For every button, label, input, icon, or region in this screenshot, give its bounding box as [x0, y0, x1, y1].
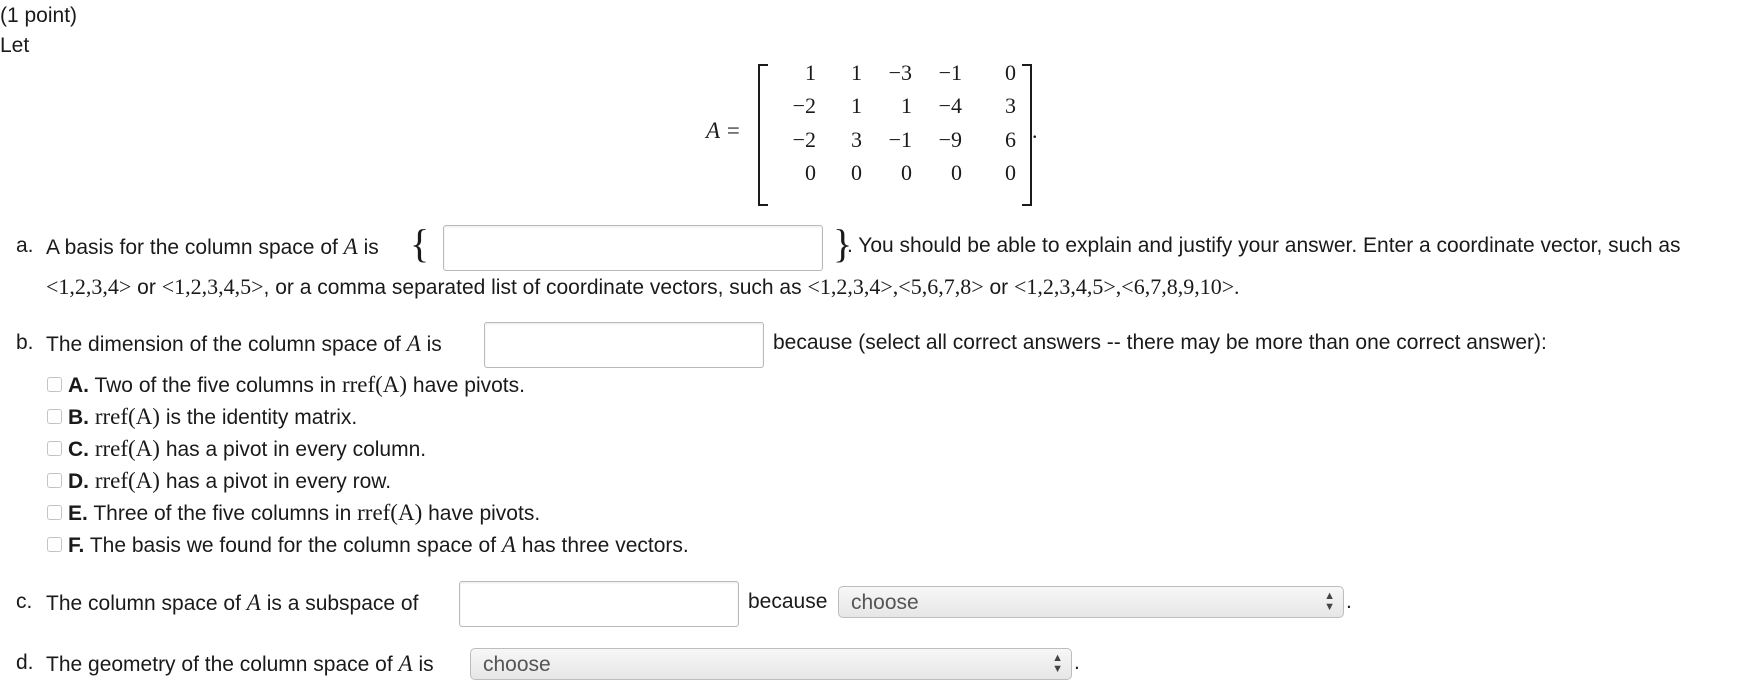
part-c-period: . [1346, 590, 1352, 613]
matrix-cell: 0 [901, 160, 912, 185]
matrix-cell: −2 [792, 127, 816, 152]
matrix-cell: 0 [1005, 60, 1016, 85]
matrix-left-bracket [758, 64, 768, 206]
part-a-text: A basis for the column space of A is [46, 234, 379, 259]
part-a-examples: <1,2,3,4> or <1,2,3,4,5>, or a comma separated list of coordinate vectors, such as <1,2,3,4>,<5,6,7,8> or <1,2,3,4,5>,<6,7,8,9,10>. [46, 274, 1240, 299]
matrix-cell: −1 [938, 60, 962, 85]
close-brace: } [833, 221, 853, 266]
part-c-marker: c. [16, 590, 33, 613]
part-b-because: because (select all correct answers -- there may be more than one correct answer): [773, 331, 1547, 354]
matrix-cell: 0 [951, 160, 962, 185]
matrix-cell: −4 [938, 93, 962, 118]
option-a: A. Two of the five columns in rref(A) have pivots. [68, 372, 525, 397]
checkbox-d[interactable] [47, 473, 62, 488]
select-arrows-icon: ▲ ▼ [1324, 590, 1335, 613]
matrix-right-bracket [1022, 64, 1032, 206]
part-a-marker: a. [16, 234, 34, 257]
part-c-text: The column space of A is a subspace of [46, 590, 419, 615]
matrix-cell: 3 [851, 127, 862, 152]
matrix-cell: 6 [1005, 127, 1016, 152]
part-d-marker: d. [16, 651, 34, 674]
subspace-input[interactable] [459, 581, 739, 627]
part-c-because: because [748, 590, 828, 613]
matrix-cell: 1 [805, 60, 816, 85]
option-c: C. rref(A) has a pivot in every column. [68, 436, 427, 461]
part-b-text: The dimension of the column space of A is [46, 331, 442, 356]
matrix-cell: 0 [805, 160, 816, 185]
matrix-cell: 1 [851, 60, 862, 85]
reason-select[interactable]: choose ▲ ▼ [838, 586, 1344, 618]
matrix-cell: −3 [888, 60, 912, 85]
part-d-period: . [1074, 651, 1080, 674]
option-f: F. The basis we found for the column space of A has three vectors. [68, 532, 689, 557]
option-d: D. rref(A) has a pivot in every row. [68, 468, 392, 493]
part-a-instructions: . You should be able to explain and justify your answer. Enter a coordinate vector, such as [847, 234, 1681, 257]
matrix-cell: 3 [1005, 93, 1016, 118]
dimension-input[interactable] [484, 322, 764, 368]
geometry-select[interactable]: choose ▲ ▼ [470, 648, 1072, 680]
checkbox-b[interactable] [47, 409, 62, 424]
checkbox-a[interactable] [47, 377, 62, 392]
part-b-marker: b. [16, 331, 34, 354]
matrix-cell: −2 [792, 93, 816, 118]
matrix-cell: 1 [901, 93, 912, 118]
open-brace: { [410, 221, 430, 266]
checkbox-f[interactable] [47, 537, 62, 552]
points-label: (1 point) [0, 4, 78, 27]
intro-text: Let [0, 34, 30, 57]
checkbox-c[interactable] [47, 441, 62, 456]
matrix-cell: −1 [888, 127, 912, 152]
matrix-cell: 0 [1005, 160, 1016, 185]
matrix-a [706, 60, 1036, 210]
matrix-cell: −9 [938, 127, 962, 152]
checkbox-e[interactable] [47, 505, 62, 520]
select-arrows-icon: ▲ ▼ [1052, 652, 1063, 675]
basis-input[interactable] [443, 225, 823, 271]
matrix-cell: 0 [851, 160, 862, 185]
matrix-cell: 1 [851, 93, 862, 118]
part-d-text: The geometry of the column space of A is [46, 651, 434, 676]
option-b: B. rref(A) is the identity matrix. [68, 404, 358, 429]
matrix-label: A = [706, 118, 741, 143]
matrix-period: . [1032, 118, 1038, 143]
option-e: E. Three of the five columns in rref(A) have pivots. [68, 500, 541, 525]
